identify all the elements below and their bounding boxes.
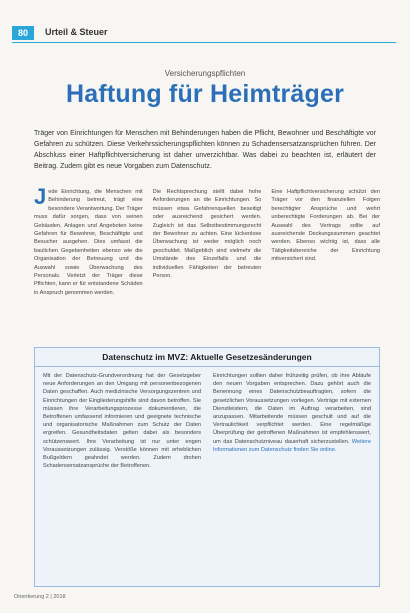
section-label: Urteil & Steuer (45, 27, 108, 37)
article-column-1 (34, 188, 143, 330)
article-column-text: ede Einrichtung, die Menschen mit Behinderung betreut, trägt eine besondere Verantwortung. Der Träger muss dafür sorgen, dass von seinen Gebäuden, Anlagen und Angeboten keine Gefahren für Bewohner, Beschäftigte und Besucher ausgehen. Dies umfasst die baulichen Gegebenheiten ebenso wie die Organisation der Betreuung und die Auswahl sowie Überwachung des Personals. Verletzt der Träger diese Pflichten, kann er für entstandene Schäden in Anspruch genommen werden. (34, 189, 143, 296)
article-column-3: Eine Haftpflichtversicherung schützt den Träger vor den finanziellen Folgen berechtigter Ansprüche und wehrt unberechtigte Forderungen ab. Bei der Auswahl des Vertrags sollte auf ausreichende Deckungssummen geachtet werden. Ebenso wichtig ist, dass alle Tätigkeitsbereiche der Einrichtung mitversichert sind. (271, 189, 381, 263)
info-box-columns (43, 372, 371, 580)
info-box-column-text: Einrichtungen sollten daher frühzeitig prüfen, ob ihre Abläufe den neuen Vorgaben entsprechen. Dazu gehört auch die Benennung eines Datenschutzbeauftragten, sofern die gesetzlichen Voraussetzungen vorliegen. Verträge mit externen Dienstleistern, die Daten im Auftrag verarbeiten, sind anzupassen. Mitarbeitende müssen geschult und auf die Vertraulichkeit verpflichtet werden. Eine regelmäßige Überprüfung der getroffenen Maßnahmen ist empfehlenswert, um das Datenschutzniveau dauerhaft sicherzustellen. (213, 373, 371, 445)
info-box-link[interactable]: Weitere Informationen zum Datenschutz finden Sie online. (213, 438, 371, 453)
article-lead: Träger von Einrichtungen für Menschen mit Behinderungen haben die Pflicht, Bewohner und Beschäftigte vor Gefahren zu schützen. Diese Verkehrssicherungspflichten können zu Schadensersatzansprüchen führen. Der Abschluss einer Haftpflichtversicherung ist daher unverzichtbar. Was dabei zu beachten ist, erläutert der Beitrag. Zudem gibt es neue Vorgaben zum Datenschutz. (34, 130, 376, 170)
page-footer: Orientierung 2 | 2018 (14, 594, 66, 600)
header-rule (12, 42, 396, 43)
article-title: Haftung für Heimträger (65, 80, 345, 108)
info-box-column-2 (213, 372, 371, 580)
article-columns (34, 188, 380, 330)
drop-cap: J (34, 188, 47, 209)
page-number: 80 (12, 26, 34, 40)
info-box-title: Datenschutz im MVZ: Aktuelle Gesetzesänderungen (102, 352, 312, 362)
info-box (34, 347, 380, 587)
article-column-2: Die Rechtsprechung stellt dabei hohe Anforderungen an die Einrichtungen. So müssen etwa Gefahrenquellen beseitigt oder ausreichend gesichert werden. Zugleich ist das Selbstbestimmungsrecht der Bewohner zu achten. Eine lückenlose Überwachung ist weder möglich noch geschuldet. Maßgeblich sind vielmehr die Umstände des Einzelfalls und die individuellen Fähigkeiten der betreuten Person. (152, 189, 262, 280)
article-kicker: Versicherungspflichten (164, 69, 246, 78)
info-box-column-1: Mit der Datenschutz-Grundverordnung hat der Gesetzgeber neue Anforderungen an den Umgang mit personenbezogenen Daten geschaffen. Auch medizinische Versorgungszentren und Einrichtungen der Eingliederungshilfe sind davon betroffen. Sie müssen ihre Verarbeitungsprozesse dokumentieren, die Betroffenen umfassend informieren und geeignete technische und organisatorische Maßnahmen zum Schutz der Daten ergreifen. Gesundheitsdaten gelten dabei als besonders schützenswert. Ihre Verarbeitung ist nur unter engen Voraussetzungen zulässig. Verstöße können mit erheblichen Bußgeldern geahndet werden. Zudem drohen Schadensersatzansprüche der Betroffenen. (43, 373, 201, 470)
info-box-rule (35, 366, 379, 367)
